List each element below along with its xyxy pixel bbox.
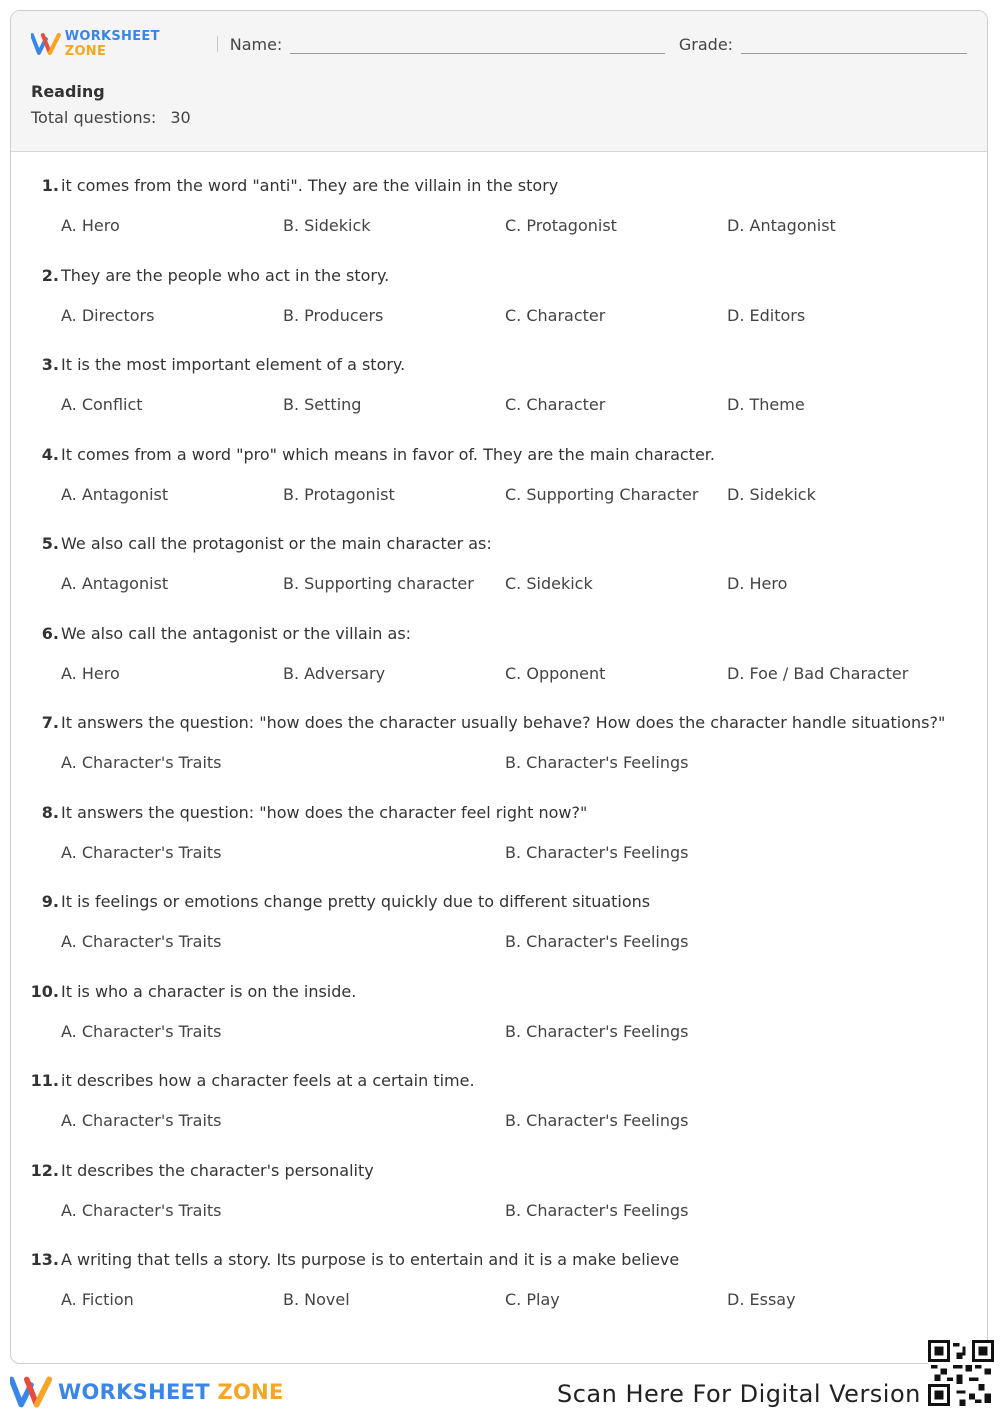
question-number: 12. (30, 1160, 59, 1180)
answer-option[interactable]: A. Character's Traits (61, 932, 222, 951)
question-text: We also call the antagonist or the villain as: (61, 623, 412, 643)
question-text: It describes the character's personality (61, 1160, 374, 1180)
answer-option[interactable]: C. Supporting Character (505, 484, 699, 504)
header-divider (217, 36, 218, 52)
question-text: it describes how a character feels at a certain time. (61, 1071, 475, 1090)
question-item (11, 892, 987, 982)
answer-option[interactable]: B. Producers (283, 305, 384, 325)
question-number: 1. (41, 176, 59, 195)
answer-option[interactable]: C. Play (505, 1290, 560, 1309)
answer-option[interactable]: B. Character's Feelings (505, 1021, 689, 1041)
answer-option[interactable]: C. Opponent (505, 663, 606, 683)
answer-option[interactable]: C. Protagonist (505, 216, 617, 235)
question-text: It is the most important element of a story. (61, 355, 406, 374)
scan-text: Scan Here For Digital Version (557, 1380, 921, 1408)
answer-option[interactable]: A. Directors (61, 305, 155, 325)
answer-option[interactable]: C. Character (505, 305, 606, 325)
question-item (11, 445, 987, 535)
answer-option[interactable]: A. Character's Traits (61, 1021, 222, 1041)
grade-label: Grade: (678, 34, 734, 54)
total-questions-value: 30 (170, 108, 191, 127)
answer-option[interactable]: D. Foe / Bad Character (727, 663, 909, 683)
answer-option[interactable]: D. Antagonist (727, 216, 836, 235)
answer-option[interactable]: B. Character's Feelings (505, 842, 689, 862)
header-row (31, 31, 967, 57)
question-item (11, 713, 987, 803)
question-number: 9. (41, 892, 59, 911)
page-footer (0, 1370, 1000, 1414)
answer-option[interactable]: B. Character's Feelings (505, 753, 689, 772)
question-number: 10. (30, 981, 59, 1001)
question-item (11, 266, 987, 356)
question-number: 7. (41, 713, 59, 732)
question-item (11, 1161, 987, 1251)
subject-title: Reading (31, 82, 105, 101)
question-text: it comes from the word "anti". They are the villain in the story (61, 176, 559, 195)
question-number: 5. (41, 534, 59, 553)
answer-option[interactable]: B. Novel (283, 1290, 350, 1309)
answer-option[interactable]: D. Theme (727, 395, 805, 414)
question-item (11, 982, 987, 1072)
question-number: 13. (30, 1250, 59, 1269)
answer-option[interactable]: A. Hero (61, 216, 120, 235)
question-item (11, 534, 987, 624)
question-number: 8. (41, 802, 59, 822)
name-label: Name: (229, 34, 283, 54)
question-number: 11. (30, 1071, 59, 1090)
answer-option[interactable]: D. Editors (727, 305, 806, 325)
answer-option[interactable]: A. Fiction (61, 1290, 134, 1309)
question-text: It answers the question: "how does the character feel right now?" (61, 802, 588, 822)
question-number: 4. (41, 444, 59, 464)
answer-option[interactable]: A. Character's Traits (61, 842, 222, 862)
question-item (11, 355, 987, 445)
answer-option[interactable]: B. Protagonist (283, 484, 395, 504)
question-number: 2. (41, 265, 59, 285)
question-text: A writing that tells a story. Its purpose is to entertain and it is a make believe (61, 1250, 680, 1269)
name-field[interactable] (290, 39, 665, 54)
question-text: They are the people who act in the story. (61, 265, 390, 285)
answer-option[interactable]: B. Sidekick (283, 216, 371, 235)
worksheet-header (11, 11, 987, 152)
answer-option[interactable]: A. Character's Traits (61, 753, 222, 772)
question-list (11, 176, 987, 1340)
question-text: It answers the question: "how does the character usually behave? How does the character handle situations?" (61, 713, 946, 732)
answer-option[interactable]: D. Hero (727, 574, 788, 593)
answer-option[interactable]: D. Essay (727, 1290, 796, 1309)
answer-option[interactable]: B. Character's Feelings (505, 932, 689, 951)
logo-text-part2: ZONE (64, 44, 107, 59)
question-number: 6. (41, 623, 59, 643)
answer-option[interactable]: A. Antagonist (61, 574, 169, 593)
question-text: It is feelings or emotions change pretty quickly due to different situations (61, 892, 651, 911)
logo-icon (31, 33, 61, 55)
answer-option[interactable]: A. Antagonist (61, 484, 169, 504)
answer-option[interactable]: C. Character (505, 395, 606, 414)
logo-text-part1: WORKSHEET (64, 29, 160, 44)
answer-option[interactable]: B. Character's Feelings (505, 1111, 689, 1130)
qr-code-icon[interactable] (928, 1340, 994, 1406)
answer-option[interactable]: C. Sidekick (505, 574, 593, 593)
footer-logo (10, 1376, 284, 1408)
grade-field[interactable] (741, 39, 967, 54)
answer-option[interactable]: A. Hero (61, 663, 120, 683)
footer-logo-part1: WORKSHEET (58, 1380, 210, 1404)
question-text: We also call the protagonist or the main character as: (61, 534, 492, 553)
answer-option[interactable]: B. Setting (283, 395, 362, 414)
question-text: It is who a character is on the inside. (61, 981, 357, 1001)
question-item (11, 1071, 987, 1161)
total-questions (31, 108, 191, 127)
question-text: It comes from a word "pro" which means in favor of. They are the main character. (61, 444, 715, 464)
answer-option[interactable]: A. Character's Traits (61, 1111, 222, 1130)
brand-logo (31, 29, 205, 59)
answer-option[interactable]: A. Character's Traits (61, 1200, 222, 1220)
footer-logo-part2: ZONE (217, 1380, 284, 1404)
question-item (11, 1250, 987, 1340)
total-questions-label: Total questions: (31, 108, 157, 127)
answer-option[interactable]: B. Character's Feelings (505, 1200, 689, 1220)
question-item (11, 176, 987, 266)
answer-option[interactable]: B. Supporting character (283, 574, 474, 593)
answer-option[interactable]: B. Adversary (283, 663, 386, 683)
logo-icon (10, 1376, 52, 1408)
answer-option[interactable]: A. Conflict (61, 395, 143, 414)
question-item (11, 803, 987, 893)
answer-option[interactable]: D. Sidekick (727, 484, 816, 504)
question-number: 3. (41, 355, 59, 374)
worksheet (10, 10, 988, 1364)
question-item (11, 624, 987, 714)
